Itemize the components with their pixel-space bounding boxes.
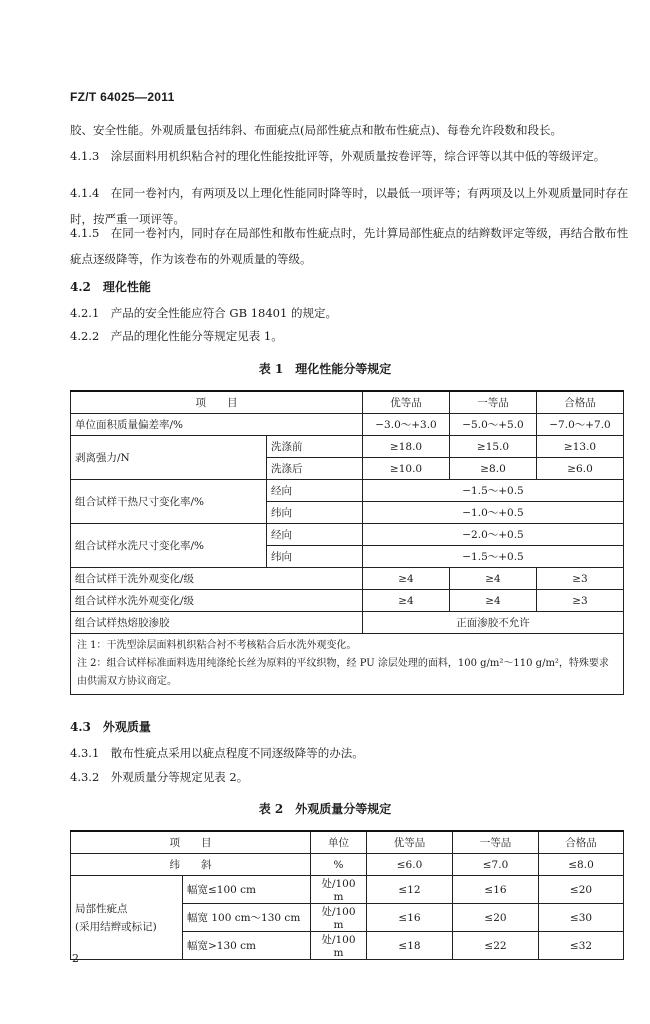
table-row [71,634,624,695]
cell-value: ≥4 [450,568,537,590]
cell-value: ≥15.0 [450,436,537,458]
row-sublabel: 经向 [267,480,363,502]
cell-value: ≤7.0 [453,854,539,876]
cell-value: ≥4 [363,568,450,590]
table-1-header-item: 项 目 [71,391,363,414]
cell-value: ≤32 [539,932,624,960]
table-2-header-item: 项 目 [71,831,311,854]
row-label: 组合试样干洗外观变化/级 [71,568,363,590]
local-defect-label: 局部性疵点 [75,902,128,915]
row-sublabel: 洗涤后 [267,458,363,480]
row-sublabel: 洗涤前 [267,436,363,458]
cell-value: ≤8.0 [539,854,624,876]
row-label: 组合试样水洗外观变化/级 [71,590,363,612]
cell-value: ≤22 [453,932,539,960]
table-1-header-grade1: 优等品 [363,391,450,414]
row-label: 组合试样干热尺寸变化率/% [71,480,267,524]
clause-4-2-1: 4.2.1 产品的安全性能应符合 GB 18401 的规定。 [70,306,337,320]
cell-value: ≤12 [367,876,453,904]
table-1 [70,390,624,695]
clause-4-3-2: 4.3.2 外观质量分等规定见表 2。 [70,770,249,784]
table-row [71,590,624,612]
cell-value: −1.0～+0.5 [363,502,624,524]
cell-value: ≥3 [537,568,624,590]
cell-value: ≥8.0 [450,458,537,480]
table-1-caption: 表 1 理化性能分等规定 [258,362,392,376]
row-label: 组合试样热熔胶渗胶 [71,612,363,634]
cell-value: ≤20 [453,904,539,932]
row-label: 纬 斜 [71,854,311,876]
cell-unit: 处/100 m [311,876,367,904]
row-sublabel: 幅宽>130 cm [183,932,311,960]
row-label [71,876,183,960]
cell-value: ≤16 [367,904,453,932]
table-row [71,524,624,546]
cell-value: −5.0～+5.0 [450,414,537,436]
clause-4-1-3: 4.1.3 涂层面料用机织粘合衬的理化性能按批评等，外观质量按卷评等，综合评等以其中低的等级评定。 [70,149,606,163]
table-2-header-grade2: 一等品 [453,831,539,854]
standard-code: FZ/T 64025—2011 [70,90,175,104]
cell-unit: % [311,854,367,876]
section-4-2-heading: 4.2 理化性能 [70,280,151,294]
cell-value: ≥3 [537,590,624,612]
table-1-header-grade3: 合格品 [537,391,624,414]
cell-value: −3.0～+3.0 [363,414,450,436]
table-row [71,436,624,458]
cell-value: ≥10.0 [363,458,450,480]
row-sublabel: 经向 [267,524,363,546]
cell-value: 正面渗胶不允许 [363,612,624,634]
table-2-header-grade1: 优等品 [367,831,453,854]
table-row [71,414,624,436]
cell-value: ≥4 [363,590,450,612]
section-4-3-heading: 4.3 外观质量 [70,720,151,734]
clause-4-1-4: 4.1.4 在同一卷衬内，有两项及以上理化性能同时降等时，以最低一项评等；有两项及以上外观质量同时存在时，按严重一项评等。 [70,186,629,226]
cell-value: ≥6.0 [537,458,624,480]
row-label: 单位面积质量偏差率/% [71,414,363,436]
local-defect-note: (采用结辫或标记) [75,920,157,933]
cell-value: ≥18.0 [363,436,450,458]
cell-value: −1.5～+0.5 [363,546,624,568]
cell-value: ≤20 [539,876,624,904]
row-sublabel: 纬向 [267,546,363,568]
table-1-header-grade2: 一等品 [450,391,537,414]
table-row [71,612,624,634]
table-row [71,831,624,854]
table-2-header-unit: 单位 [311,831,367,854]
paragraph-continuation: 胶、安全性能。外观质量包括纬斜、布面疵点(局部性疵点和散布性疵点)、每卷允许段数和段长。 [70,123,562,137]
clause-4-1-5: 4.1.5 在同一卷衬内，同时存在局部性和散布性疵点时，先计算局部性疵点的结辫数评定等级，再结合散布性疵点逐级降等，作为该卷布的外观质量的等级。 [70,226,629,266]
table-2-caption: 表 2 外观质量分等规定 [258,802,392,816]
cell-unit: 处/100 m [311,932,367,960]
table-1-note-1: 注 1：干洗型涂层面料机织粘合衬不考核粘合后水洗外观变化。 [77,640,357,651]
row-sublabel: 幅宽 100 cm～130 cm [183,904,311,932]
cell-value: ≥13.0 [537,436,624,458]
table-row [71,391,624,414]
row-sublabel: 纬向 [267,502,363,524]
table-row [71,876,624,904]
cell-value: ≤18 [367,932,453,960]
cell-value: ≤30 [539,904,624,932]
clause-4-2-2: 4.2.2 产品的理化性能分等规定见表 1。 [70,329,283,343]
table-row [71,854,624,876]
cell-value: −7.0～+7.0 [537,414,624,436]
table-2-header-grade3: 合格品 [539,831,624,854]
cell-value: −1.5～+0.5 [363,480,624,502]
cell-value: ≥4 [450,590,537,612]
row-label: 剥离强力/N [71,436,267,480]
page-number: 2 [72,952,79,965]
table-row [71,568,624,590]
cell-value: −2.0～+0.5 [363,524,624,546]
table-1-notes [71,634,624,695]
row-sublabel: 幅宽≤100 cm [183,876,311,904]
table-2 [70,830,624,960]
row-label: 组合试样水洗尺寸变化率/% [71,524,267,568]
cell-value: ≤6.0 [367,854,453,876]
cell-unit: 处/100 m [311,904,367,932]
table-row [71,480,624,502]
table-1-note-2: 注 2：组合试样标准面料选用纯涤纶长丝为原料的平纹织物，经 PU 涂层处理的面料，100 g/m²～110 g/m²，特殊要求由供需双方协议商定。 [77,658,609,687]
clause-4-3-1: 4.3.1 散布性疵点采用以疵点程度不同逐级降等的办法。 [70,746,364,760]
cell-value: ≤16 [453,876,539,904]
